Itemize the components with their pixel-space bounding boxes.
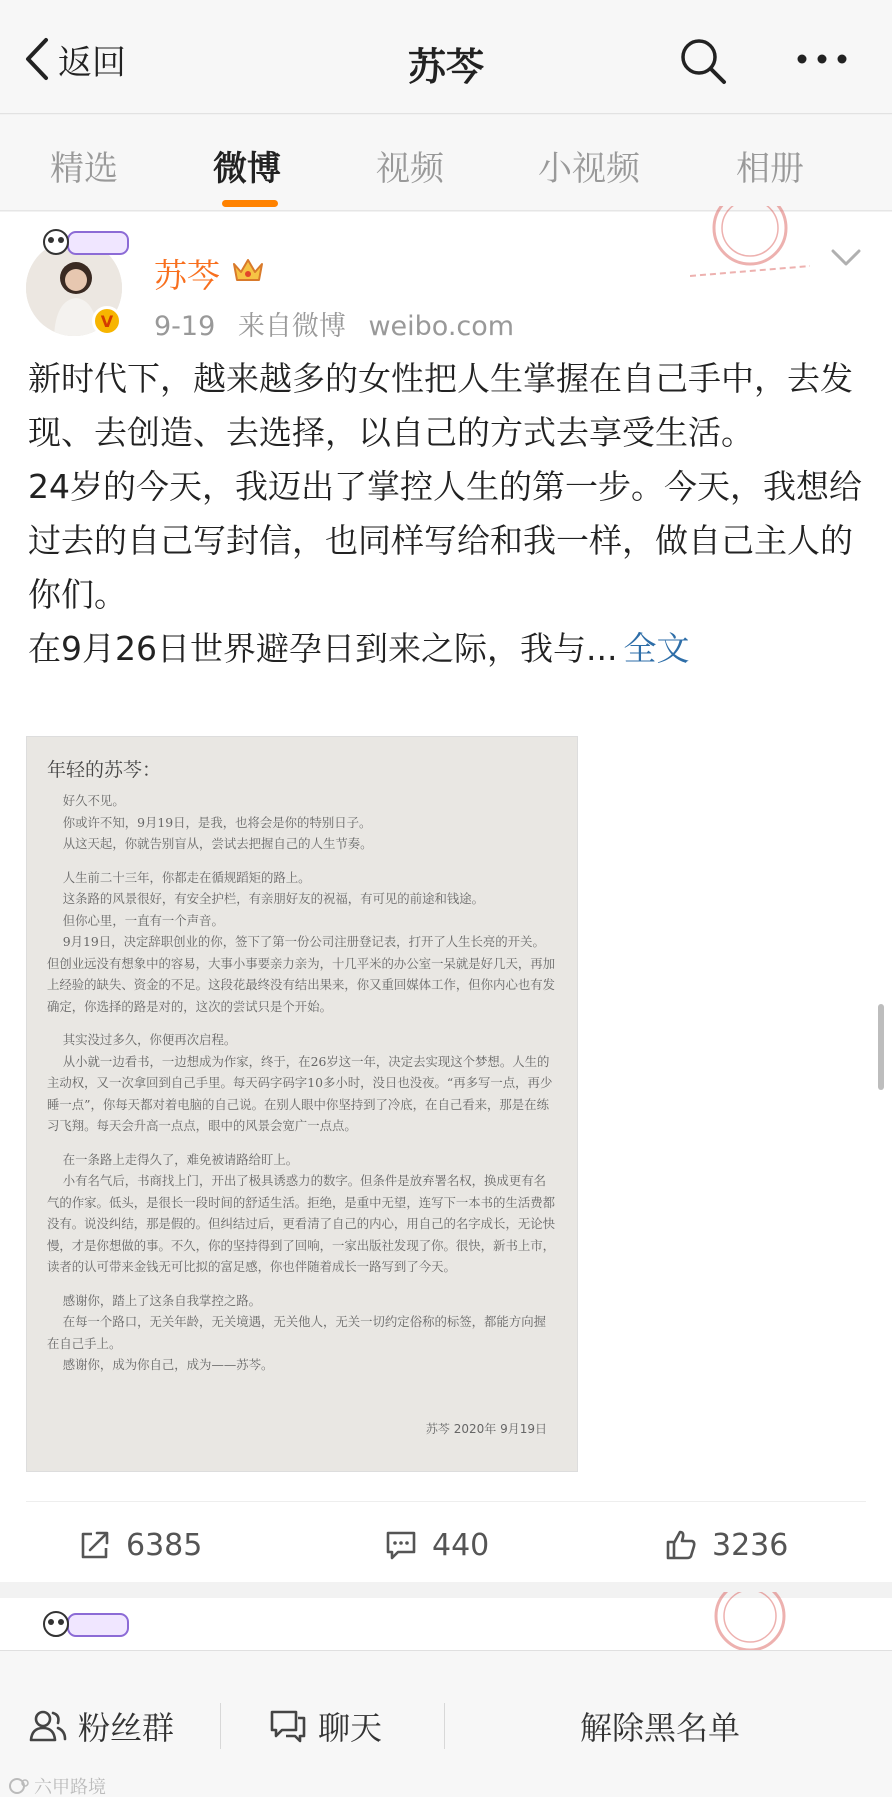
like-count: 3236 (712, 1527, 789, 1563)
letter-paragraph: 在一条路上走得久了，难免被请路给盯上。 小有名气后，书商找上门，开出了极具诱惑力的数字。但条件是放弃署名权，换成更有名气的作家。低头，是很长一段时间的舒适生活。拒绝，是重中无望，连写下一本书的生活费都没有。说没纠结，那是假的。但纠结过后，更看清了自己的内心，用自己的名字成长，无论快慢，才是你想做的事。不久，你的坚持得到了回响，一家出版社发现了你。很快，新书上市，读者的认可带来金钱无可比拟的富足感，你也伴随着成长一路写到了今天。 (47, 1151, 556, 1274)
thumbs-up-icon (664, 1528, 698, 1562)
letter-paragraph: 人生前二十三年，你都走在循规蹈矩的路上。 这条路的风景很好，有安全护栏，有亲朋好友的祝福，有可见的前途和钱途。 但你心里，一直有一个声音。 9月19日，决定辞职创业的你，签下了第一份公司注册登记表，打开了人生长亮的开关。但创业远没有想象中的容易，大事小事要亲力亲为，十几平米的办公室一呆就是好几天，再加上经验的缺失、资金的不足。这段花最终没有结出果来，你又重回媒体工作，但你内心也有发确定，你选择的路是对的，这次的尝试只是个开始。 (47, 869, 556, 1014)
profile-tabs (0, 115, 892, 211)
fans-group-button[interactable] (28, 1703, 174, 1749)
chat-button[interactable] (268, 1703, 382, 1749)
comment-count: 440 (432, 1527, 490, 1563)
post-paragraph (28, 622, 868, 676)
post-source: 来自微博 (237, 311, 346, 342)
letter-image[interactable] (26, 736, 578, 1472)
repost-count: 6385 (126, 1527, 203, 1563)
tab-album[interactable]: 相册 (736, 149, 804, 189)
unblock-label: 解除黑名单 (580, 1709, 741, 1747)
chat-label: 聊天 (318, 1709, 383, 1747)
comment-button[interactable] (384, 1520, 489, 1570)
letter-signature: 苏芩 2020年 9月19日 (425, 1422, 547, 1436)
unblock-button[interactable] (580, 1703, 740, 1749)
post-body (28, 352, 868, 676)
users-icon (28, 1706, 68, 1746)
next-post-card[interactable] (0, 1598, 892, 1650)
watermark-logo-icon (8, 1777, 30, 1795)
comment-icon (384, 1528, 418, 1562)
verified-badge-icon: V (92, 306, 122, 336)
letter-paragraph: 好久不见。 你或许不知，9月19日，是我，也将会是你的特别日子。 从这天起，你就告别盲从，尝试去把握自己的人生节奏。 (62, 793, 373, 851)
tab-featured[interactable]: 精选 (50, 149, 118, 189)
tab-weibo[interactable]: 微博 (213, 149, 281, 189)
avatar[interactable] (26, 240, 126, 340)
post-paragraph: 新时代下，越来越多的女性把人生掌握在自己手中，去发现、去创造、去选择，以自己的方式去享受生活。 (28, 359, 853, 452)
chat-icon (268, 1706, 308, 1746)
divider (26, 1501, 866, 1502)
watermark-text: 六甲路境 (34, 1777, 106, 1797)
fans-group-label: 粉丝群 (78, 1709, 175, 1747)
post-card (0, 212, 892, 1582)
post-paragraph-text: 在9月26日世界避孕日到来之际，我与... (28, 629, 618, 668)
more-options-icon[interactable] (792, 44, 852, 74)
watermark (8, 1773, 106, 1797)
search-icon[interactable] (678, 36, 728, 86)
active-tab-indicator (222, 200, 278, 207)
divider (220, 1703, 221, 1749)
post-paragraph: 24岁的今天，我迈出了掌控人生的第一步。今天，我想给过去的自己写封信，也同样写给和我一样，做自己主人的你们。 (28, 467, 862, 614)
letter-title: 年轻的苏芩： (47, 759, 162, 781)
panda-badge-icon (40, 228, 132, 256)
crown-icon (230, 252, 266, 288)
tab-video[interactable]: 视频 (376, 149, 444, 189)
post-source-site[interactable]: weibo.com (368, 311, 515, 342)
full-text-link[interactable]: 全文 (623, 629, 690, 668)
page-title: 苏芩 (407, 45, 484, 89)
letter-paragraph: 其实没过多久，你便再次启程。 从小就一边看书，一边想成为作家，终于，在26岁这一年，决定去实现这个梦想。人生的主动权，又一次拿回到自己手里。每天码字码字10多小时，没日也没夜。“再多写一点，再少睡一点”，你每天都对着电脑的自己说。在别人眼中你坚持到了冷底，在自己看来，那是在练习飞翔。每天会升高一点点，眼中的风景会宽广一点点。 (47, 1032, 553, 1133)
divider (444, 1703, 445, 1749)
top-nav-bar (0, 0, 892, 114)
headline-stamp-icon (690, 206, 810, 286)
repost-icon (78, 1528, 112, 1562)
author-name[interactable]: 苏芩 (154, 256, 220, 295)
back-label: 返回 (58, 42, 126, 83)
panda-badge-icon (40, 1610, 132, 1638)
bottom-action-bar (0, 1650, 892, 1797)
post-meta (154, 304, 528, 343)
repost-button[interactable] (78, 1520, 202, 1570)
tab-short-video[interactable]: 小视频 (538, 149, 640, 189)
chevron-down-icon[interactable] (830, 246, 862, 270)
like-button[interactable] (664, 1520, 788, 1570)
scrollbar[interactable] (878, 1004, 884, 1090)
post-date: 9-19 (154, 311, 216, 342)
letter-paragraph: 感谢你，踏上了这条自我掌控之路。 在每一个路口，无关年龄，无关境遇，无关他人，无关一切约定俗称的标签，都能方向握在自己手上。 感谢你，成为你自己，成为——苏芩。 (47, 1292, 546, 1372)
